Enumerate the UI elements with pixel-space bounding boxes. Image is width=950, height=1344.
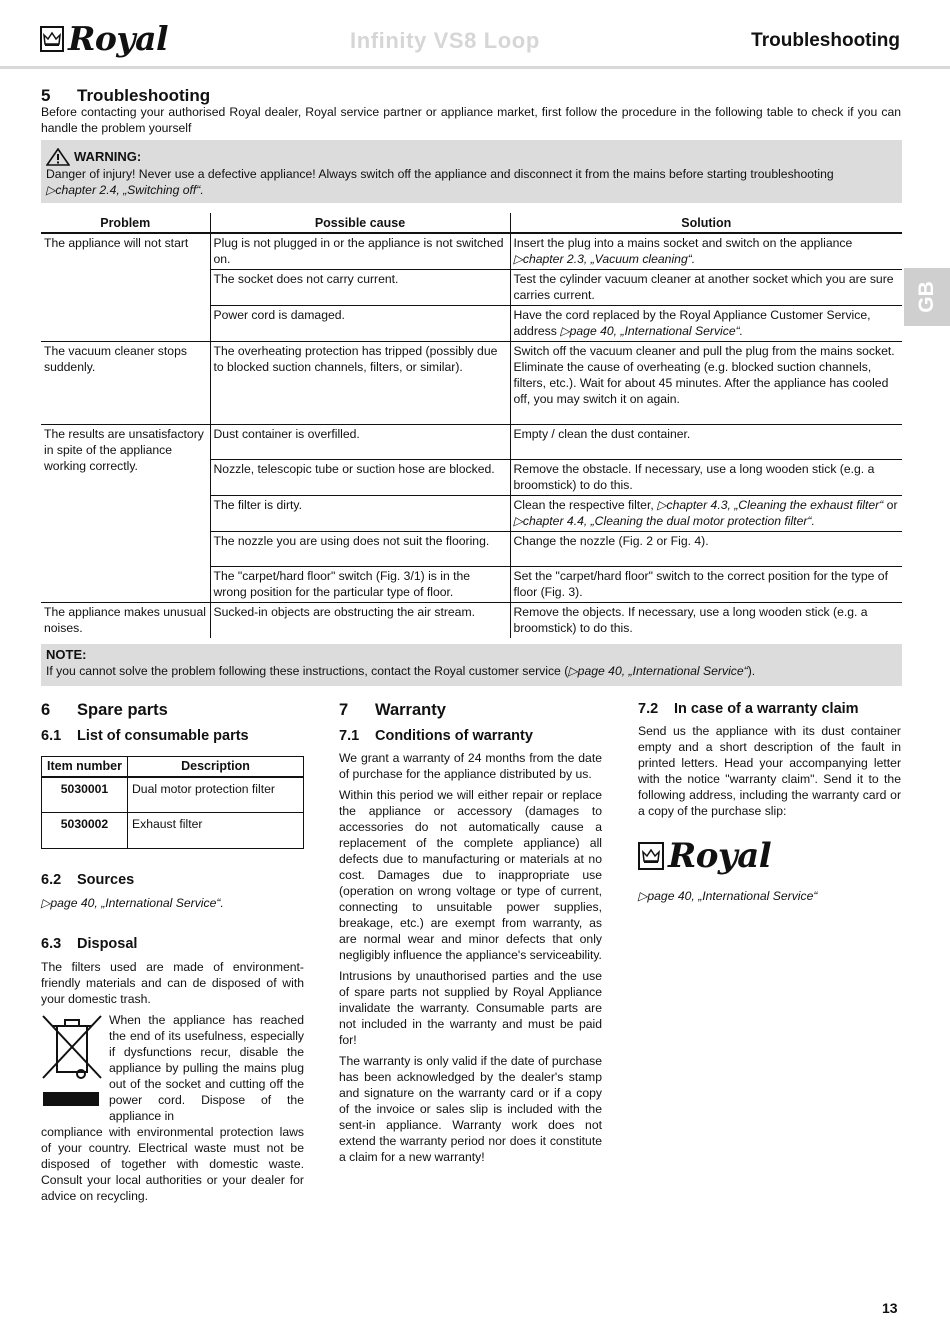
col-header-problem: Problem (41, 213, 210, 233)
solution-cell: Switch off the vacuum cleaner and pull the plug from the mains socket. Eliminate the cause of overheating (e.g. blocked suction channels, filters, etc.). Wait for about 45 minutes. After the appliance has cooled off, you may switch it on again. (510, 342, 902, 425)
item-number: 5030002 (42, 813, 128, 849)
warning-box (41, 140, 902, 203)
item-description: Exhaust filter (128, 813, 304, 849)
table-row (41, 233, 902, 270)
header-divider (0, 66, 950, 69)
table-row (42, 813, 304, 849)
item-number: 5030001 (42, 777, 128, 813)
table-row (41, 603, 902, 639)
warranty-paragraph: Within this period we will either repair or replace the appliance or accessory (damages to accessories do not automatically cause a replacement of the complete appliance) all defects due to manufacturing or materials at no cost. Damages due to inappropriate use (operation on wrong voltage or type of current, connecting to unsuitable power supplies, breakage, etc.) are exempt from warranty, as are normal wear and minor defects that only negligibly influence the appliance's serviceability. (339, 788, 602, 962)
warning-text: Danger of injury! Never use a defective appliance! Always switch off the appliance and disconnect it from the mains before starting troubleshooting ▷chapter 2.4, „Switching off“. (46, 167, 834, 197)
language-tab: GB (904, 268, 950, 326)
section-7-2-heading: 7.2 In case of a warranty claim (638, 701, 859, 717)
table-row (42, 777, 304, 813)
warranty-paragraph: We grant a warranty of 24 months from the date of purchase for the appliance distributed by us. (339, 751, 602, 781)
section-6-heading: 6 Spare parts (41, 701, 168, 719)
col-header-description: Description (128, 757, 304, 777)
cause-cell: Sucked-in objects are obstructing the air stream. (210, 603, 510, 639)
warning-triangle-icon (46, 148, 70, 166)
royal-logo-small (638, 837, 901, 875)
solution-cell: Change the nozzle (Fig. 2 or Fig. 4). (510, 532, 902, 567)
cause-cell: The "carpet/hard floor" switch (Fig. 3/1) is in the wrong position for the particular type of floor. (210, 567, 510, 603)
problem-cell: The appliance will not start (41, 233, 210, 342)
warranty-claim-column (638, 700, 901, 904)
col-header-solution: Solution (510, 213, 902, 233)
warranty-claim-reference: ▷page 40, „International Service“ (638, 889, 818, 903)
spare-parts-column (41, 700, 304, 1204)
disposal-instructions: When the appliance has reached the end of its usefulness, especially if dysfunctions recur, disable the appliance by pulling the mains plug out of the socket and cutting off the power cord. Dispose of the appliance in (109, 1013, 304, 1123)
disposal-block (41, 1012, 304, 1124)
cause-cell: The nozzle you are using does not suit the flooring. (210, 532, 510, 567)
warranty-claim-text: Send us the appliance with its dust container empty and a short description of the fault in printed letters. Head your accompanying letter with the notice "warranty claim". Send it to the following address, including the warranty card or a copy of the purchase slip: (638, 724, 901, 818)
disposal-paragraph: The filters used are made of environment-friendly materials and can de disposed of with your domestic trash. (41, 960, 304, 1006)
col-header-cause: Possible cause (210, 213, 510, 233)
cause-cell: Power cord is damaged. (210, 306, 510, 342)
section-6-2-heading: 6.2 Sources (41, 872, 135, 888)
troubleshooting-table (41, 213, 902, 638)
warranty-paragraph: The warranty is only valid if the date of purchase has been acknowledged by the dealer's stamp and signature on the warranty card or if a copy of the invoice or sales slip is included with the sent-in appliance. Warranty work does not extend the warranty period nor does it constitute a claim for a new warranty! (339, 1054, 602, 1164)
problem-cell: The vacuum cleaner stops suddenly. (41, 342, 210, 425)
disposal-instructions-continued: compliance with environmental protection laws of your country. Electrical waste must not be disposed of together with domestic waste. Consult your local authorities or your dealer for advice on recycling. (41, 1125, 304, 1203)
warning-reference: ▷chapter 2.4, „Switching off“. (46, 183, 204, 197)
brand-wordmark: Royal (68, 19, 169, 58)
solution-cell: Remove the objects. If necessary, use a long wooden stick (e.g. a broomstick) to do this. (510, 603, 902, 639)
item-description: Dual motor protection filter (128, 777, 304, 813)
solution-cell: Remove the obstacle. If necessary, use a long wooden stick (e.g. a broomstick) to do this. (510, 460, 902, 496)
warranty-column (339, 700, 602, 1165)
sources-reference: ▷page 40, „International Service“. (41, 896, 224, 910)
solution-cell: Clean the respective filter, ▷chapter 4.3, „Cleaning the exhaust filter“ or ▷chapter 4.4, „Cleaning the dual motor protection filter“. (510, 496, 902, 532)
parts-table (41, 756, 304, 849)
section-6-3-heading: 6.3 Disposal (41, 936, 138, 952)
cause-cell: Dust container is overfilled. (210, 425, 510, 460)
section-6-1-heading: 6.1 List of consumable parts (41, 728, 249, 744)
cause-cell: The filter is dirty. (210, 496, 510, 532)
product-name: Infinity VS8 Loop (350, 28, 540, 53)
section-7-heading: 7 Warranty (339, 701, 446, 719)
cause-cell: The overheating protection has tripped (possibly due to blocked suction channels, filters, or similar). (210, 342, 510, 425)
warning-title: WARNING: (46, 148, 897, 166)
table-row (41, 425, 902, 460)
section-5-intro: Before contacting your authorised Royal dealer, Royal service partner or appliance market, first follow the procedure in the following table to check if you can handle the problem yourself (41, 105, 901, 135)
solution-cell: Empty / clean the dust container. (510, 425, 902, 460)
section-7-1-heading: 7.1 Conditions of warranty (339, 728, 533, 744)
problem-cell: The results are unsatisfactory in spite of the appliance working correctly. (41, 425, 210, 603)
solution-cell: Test the cylinder vacuum cleaner at another socket which you are sure carries current. (510, 270, 902, 306)
cause-cell: Plug is not plugged in or the appliance is not switched on. (210, 233, 510, 270)
royal-logo (40, 20, 168, 58)
solution-cell: Have the cord replaced by the Royal Appliance Customer Service, address ▷page 40, „International Service“. (510, 306, 902, 342)
crown-icon (638, 842, 664, 870)
solution-cell: Set the "carpet/hard floor" switch to the correct position for the type of floor (Fig. 3). (510, 567, 902, 603)
weee-bin-icon (41, 1012, 109, 1124)
cause-cell: Nozzle, telescopic tube or suction hose are blocked. (210, 460, 510, 496)
cause-cell: The socket does not carry current. (210, 270, 510, 306)
note-text: If you cannot solve the problem following these instructions, contact the Royal customer service (▷page 40, „International Service“). (46, 664, 756, 678)
page-header (0, 0, 950, 70)
section-5-heading: 5 Troubleshooting (41, 86, 211, 105)
page-number: 13 (882, 1300, 898, 1316)
brand-wordmark: Royal (668, 836, 772, 876)
table-row (41, 342, 902, 425)
warranty-paragraph: Intrusions by unauthorised parties and the use of spare parts not supplied by Royal Appliance invalidate the warranty. Consumable parts are not included in the warranty and must be paid for! (339, 969, 602, 1047)
col-header-item-number: Item number (42, 757, 128, 777)
note-box (41, 644, 902, 686)
solution-cell: Insert the plug into a mains socket and switch on the appliance ▷chapter 2.3, „Vacuum cleaning“. (510, 233, 902, 270)
problem-cell: The appliance makes unusual noises. (44, 605, 206, 635)
crown-icon (40, 26, 64, 52)
note-title: NOTE: (46, 647, 87, 662)
header-title: Troubleshooting (751, 30, 900, 51)
